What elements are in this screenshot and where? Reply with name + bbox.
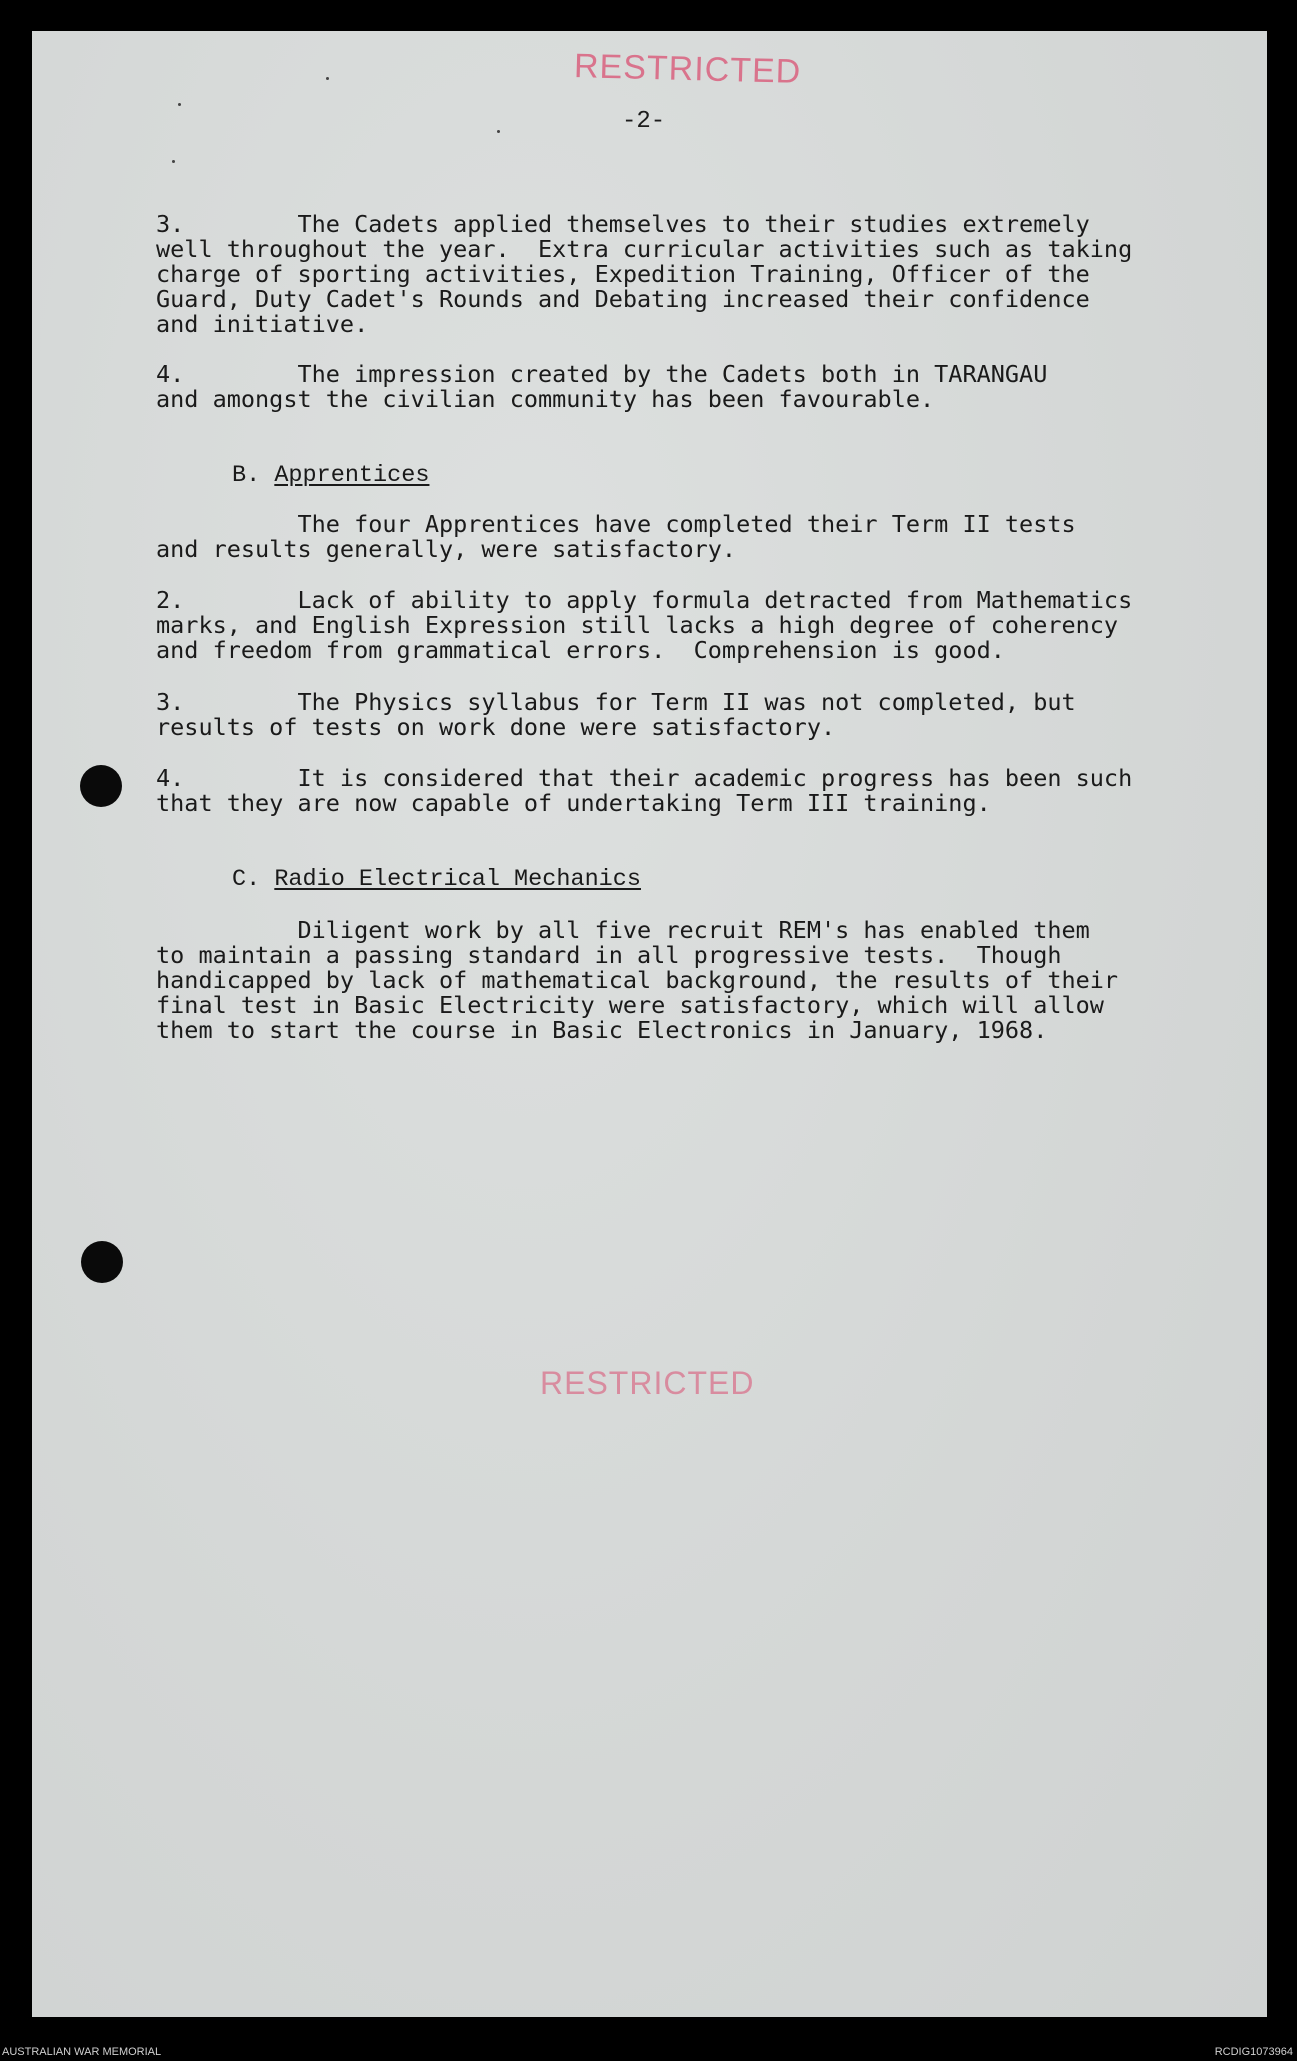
paper-speck	[172, 160, 175, 163]
paper-speck	[497, 130, 500, 133]
apprentices-paragraph-2: 2. Lack of ability to apply formula detracted from Mathematics marks, and English Expression still lacks a high degree of coherency and freedom from grammatical errors. Comprehension is good.	[156, 586, 1133, 664]
punch-hole	[81, 1241, 123, 1283]
apprentices-paragraph-4: 4. It is considered that their academic progress has been such that they are now capable of undertaking Term III training.	[156, 764, 1133, 817]
heading-prefix: B.	[232, 462, 275, 489]
paper-speck	[326, 77, 329, 80]
section-heading-rem	[232, 866, 641, 893]
section-heading-apprentices	[232, 462, 429, 489]
cadets-paragraph-4: 4. The impression created by the Cadets both in TARANGAU and amongst the civilian community has been favourable.	[156, 360, 1048, 413]
heading-title: Apprentices	[274, 462, 430, 489]
restricted-stamp-top: RESTRICTED	[573, 47, 802, 91]
archive-credit: AUSTRALIAN WAR MEMORIAL	[2, 2046, 162, 2058]
rem-paragraph-1: Diligent work by all five recruit REM's has enabled them to maintain a passing standard in all progressive tests. Though handicapped by lack of mathematical background, the results of their final test in Basic Electricity were satisfactory, which will allow them to start the course in Basic Electronics in January, 1968.	[156, 916, 1119, 1044]
apprentices-paragraph-3: 3. The Physics syllabus for Term II was not completed, but results of tests on work done were satisfactory.	[156, 688, 1076, 741]
heading-title: Radio Electrical Mechanics	[274, 866, 641, 893]
cadets-paragraph-3: 3. The Cadets applied themselves to their studies extremely well throughout the year. Extra curricular activities such as taking charge of sporting activities, Expedition Training, Officer of the Guard, Duty Cadet's Rounds and Debating increased their confidence and initiative.	[156, 210, 1133, 338]
punch-hole	[80, 765, 122, 807]
heading-prefix: C.	[232, 866, 275, 893]
apprentices-paragraph-1: The four Apprentices have completed their Term II tests and results generally, were satisfactory.	[156, 510, 1076, 563]
page-number: -2-	[622, 108, 666, 135]
archive-id: RCDIG1073964	[1214, 2046, 1293, 2058]
paper-speck	[178, 103, 181, 106]
restricted-stamp-bottom: RESTRICTED	[540, 1365, 755, 1401]
